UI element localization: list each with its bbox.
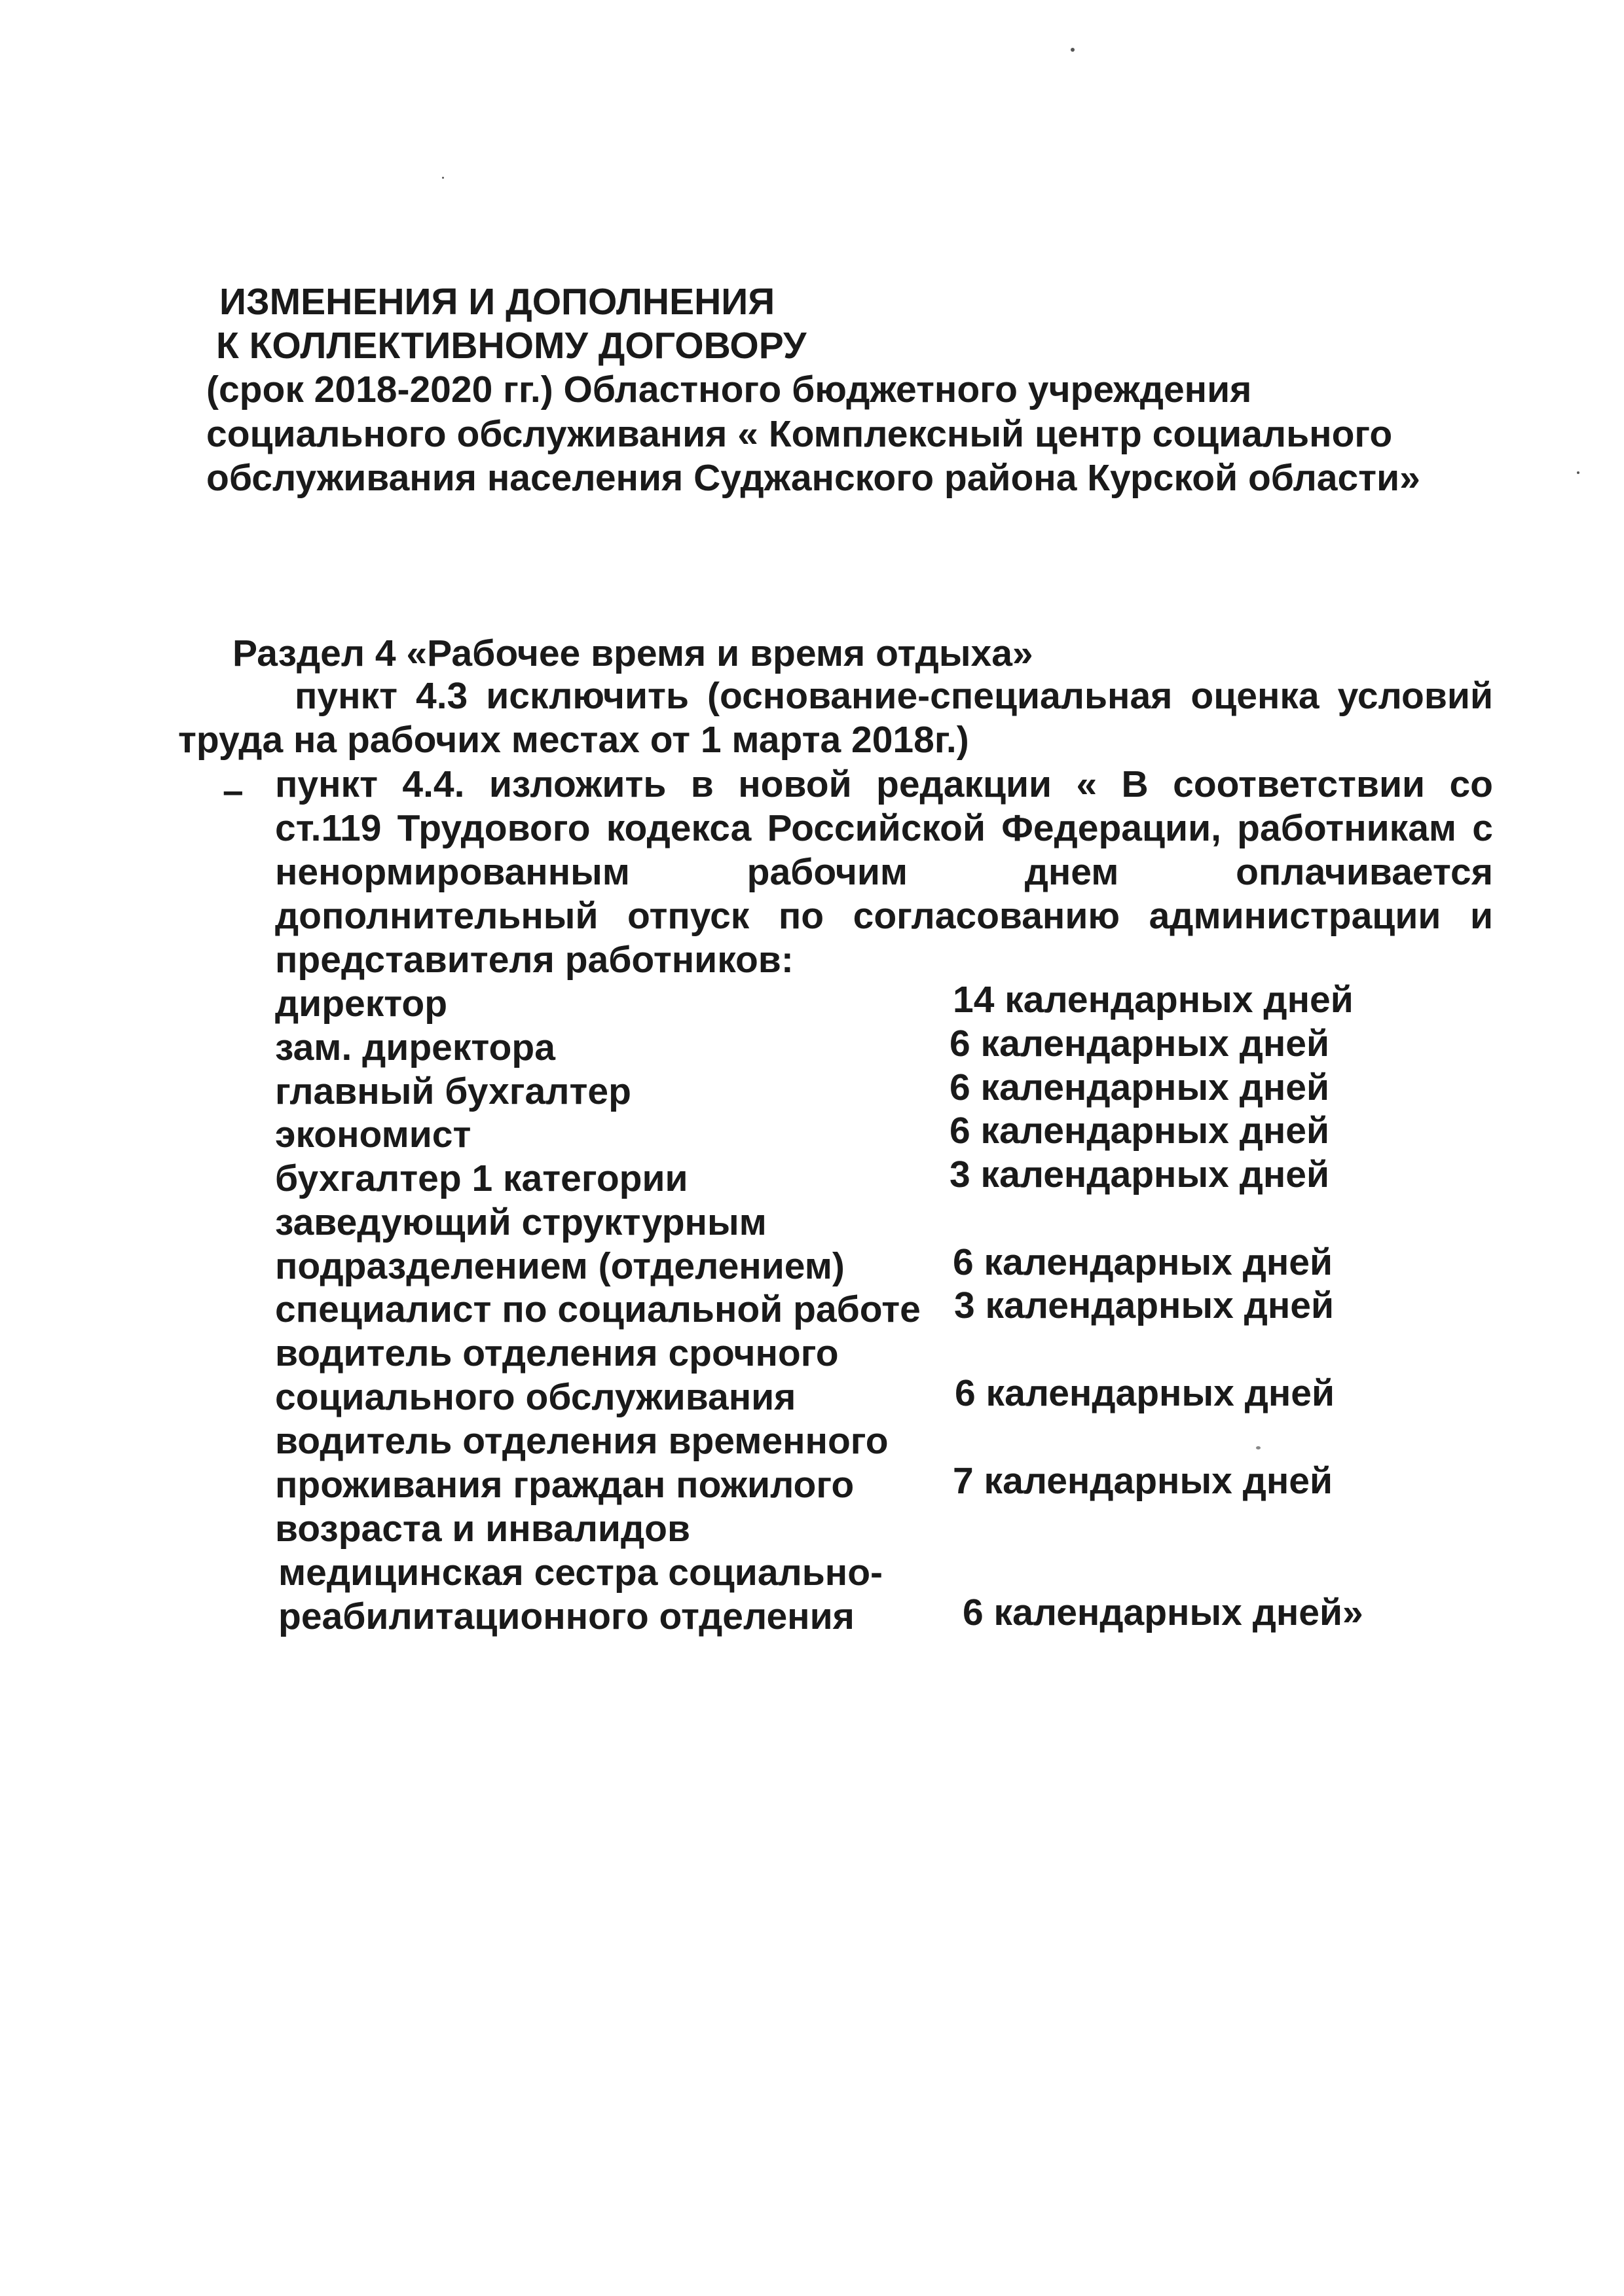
document-title-line-5: обслуживания населения Суджанского района Курской области» bbox=[206, 457, 1420, 499]
scan-speck bbox=[442, 177, 444, 179]
paragraph-4-4-line-2: ст.119 Трудового кодекса Российской Федерации, работникам с bbox=[275, 807, 1493, 849]
leave-days-head-of-unit: 6 календарных дней bbox=[953, 1241, 1333, 1283]
leave-position-social-work-specialist: специалист по социальной работе bbox=[275, 1288, 921, 1330]
paragraph-4-3-line-1: пункт 4.3 исключить (основание-специальная оценка условий bbox=[295, 675, 1493, 717]
document-title-line-1: ИЗМЕНЕНИЯ И ДОПОЛНЕНИЯ bbox=[219, 281, 775, 323]
leave-position-deputy-director: зам. директора bbox=[275, 1027, 555, 1068]
leave-days-deputy-director: 6 календарных дней bbox=[950, 1023, 1330, 1065]
document-title-line-3: (срок 2018-2020 гг.) Областного бюджетного учреждения bbox=[206, 369, 1252, 410]
leave-position-driver-residence-line-3: возраста и инвалидов bbox=[275, 1508, 690, 1550]
leave-days-driver-residence: 7 календарных дней bbox=[953, 1460, 1333, 1502]
paragraph-4-4-line-3: ненормированным рабочим днем оплачивается bbox=[275, 851, 1493, 893]
paragraph-4-4-line-4: дополнительный отпуск по согласованию администрации и bbox=[275, 895, 1493, 937]
leave-position-nurse-line-1: медицинская сестра социально- bbox=[278, 1552, 883, 1594]
document-title-line-2: К КОЛЛЕКТИВНОМУ ДОГОВОРУ bbox=[216, 325, 807, 367]
leave-position-accountant-1st-category: бухгалтер 1 категории bbox=[275, 1157, 688, 1199]
leave-position-driver-urgent-line-1: водитель отделения срочного bbox=[275, 1332, 839, 1374]
leave-days-director: 14 календарных дней bbox=[953, 979, 1354, 1021]
document-title-line-4: социального обслуживания « Комплексный центр социального bbox=[206, 413, 1393, 455]
scan-speck bbox=[1256, 1446, 1261, 1449]
leave-position-driver-residence-line-2: проживания граждан пожилого bbox=[275, 1464, 855, 1506]
paragraph-4-4-line-1: пункт 4.4. изложить в новой редакции « В соответствии со bbox=[275, 763, 1493, 805]
paragraph-4-4-line-5: представителя работников: bbox=[275, 939, 794, 981]
leave-days-social-work-specialist: 3 календарных дней bbox=[954, 1285, 1335, 1326]
leave-days-economist: 6 календарных дней bbox=[950, 1110, 1330, 1152]
leave-days-chief-accountant: 6 календарных дней bbox=[950, 1066, 1330, 1108]
section-title: Раздел 4 «Рабочее время и время отдыха» bbox=[232, 632, 1033, 674]
leave-days-nurse: 6 календарных дней» bbox=[963, 1592, 1363, 1633]
leave-days-accountant-1st-category: 3 календарных дней bbox=[950, 1154, 1330, 1195]
leave-position-head-of-unit-line-2: подразделением (отделением) bbox=[275, 1245, 845, 1287]
leave-position-driver-urgent-line-2: социального обслуживания bbox=[275, 1376, 796, 1418]
paragraph-4-3-line-2: труда на рабочих местах от 1 марта 2018г.) bbox=[178, 719, 969, 761]
scan-speck bbox=[1071, 48, 1075, 52]
leave-position-economist: экономист bbox=[275, 1114, 471, 1156]
leave-position-nurse-line-2: реабилитационного отделения bbox=[278, 1595, 855, 1637]
leave-position-director: директор bbox=[275, 983, 448, 1025]
scan-speck bbox=[1577, 471, 1579, 474]
leave-days-driver-urgent: 6 календарных дней bbox=[955, 1372, 1335, 1414]
leave-position-head-of-unit-line-1: заведующий структурным bbox=[275, 1201, 767, 1243]
leave-position-driver-residence-line-1: водитель отделения временного bbox=[275, 1420, 889, 1462]
leave-position-chief-accountant: главный бухгалтер bbox=[275, 1070, 631, 1112]
list-dash-bullet: – bbox=[223, 770, 244, 812]
